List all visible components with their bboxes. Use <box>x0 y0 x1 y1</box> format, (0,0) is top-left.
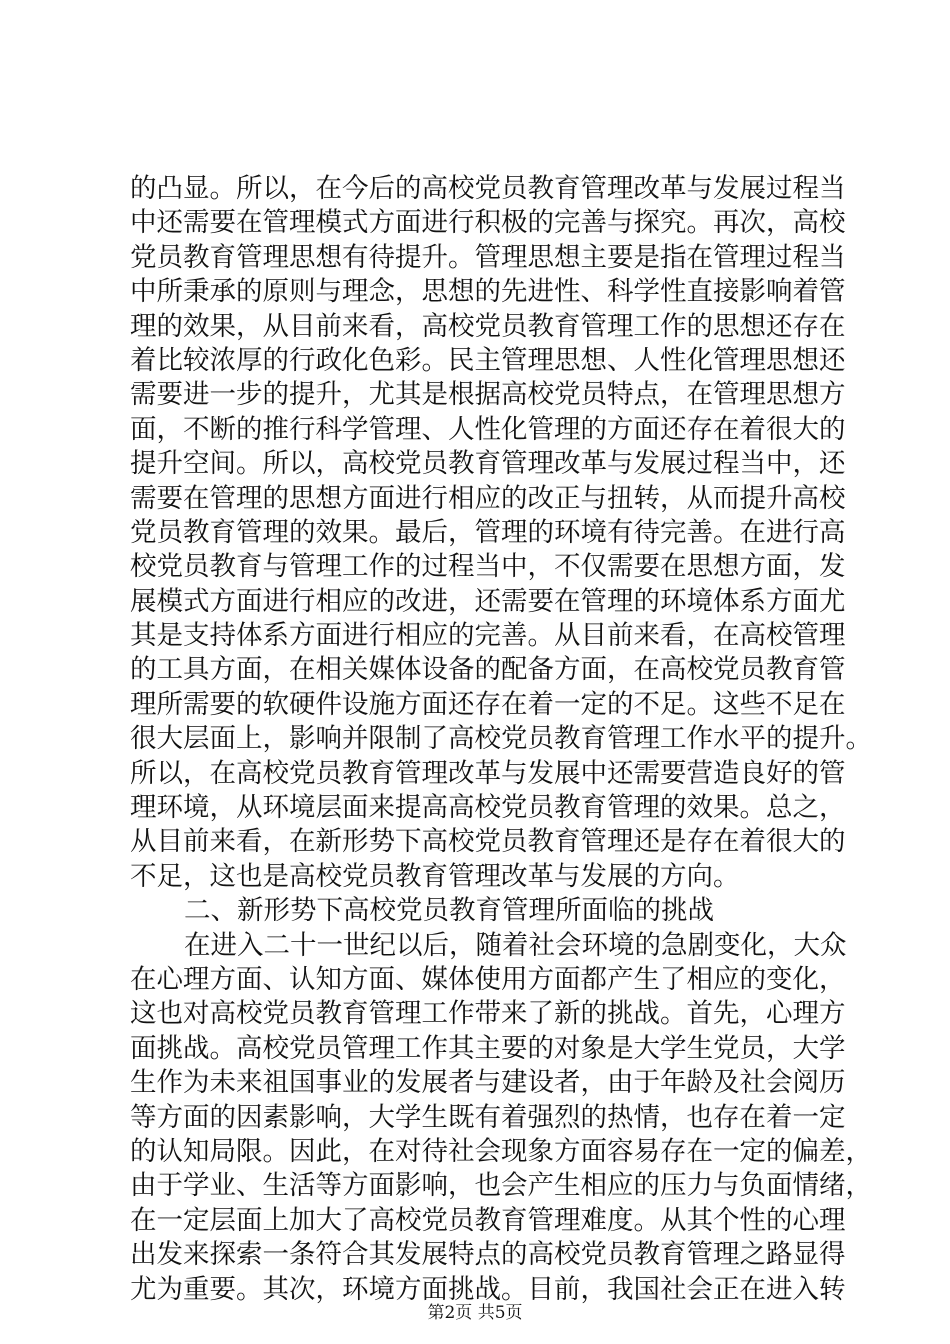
text-line: 在进入二十一世纪以后，随着社会环境的急剧变化，大众 <box>184 929 847 961</box>
text-line: 这也对高校党员教育管理工作带来了新的挑战。首先，心理方 <box>130 998 846 1030</box>
text-line: 党员教育管理的效果。最后，管理的环境有待完善。在进行高 <box>130 516 846 548</box>
text-line: 面挑战。高校党员管理工作其主要的对象是大学生党员，大学 <box>130 1032 846 1064</box>
text-line: 尤为重要。其次，环境方面挑战。目前，我国社会正在进入转 <box>130 1273 846 1305</box>
text-line: 很大层面上，影响并限制了高校党员教育管理工作水平的提升。 <box>130 723 872 755</box>
text-line: 理的效果，从目前来看，高校党员教育管理工作的思想还存在 <box>130 310 846 342</box>
text-line: 所以，在高校党员教育管理改革与发展中还需要营造良好的管 <box>130 757 846 789</box>
document-body <box>130 172 872 1307</box>
text-line: 的凸显。所以，在今后的高校党员教育管理改革与发展过程当 <box>130 173 846 204</box>
text-line: 出发来探索一条符合其发展特点的高校党员教育管理之路显得 <box>130 1239 846 1271</box>
paragraph-challenges <box>130 929 872 1307</box>
text-line: 的工具方面，在相关媒体设备的配备方面，在高校党员教育管 <box>130 654 846 686</box>
text-line: 从目前来看，在新形势下高校党员教育管理还是存在着很大的 <box>130 826 846 858</box>
text-line: 展模式方面进行相应的改进，还需要在管理的环境体系方面尤 <box>130 585 846 617</box>
text-line: 在一定层面上加大了高校党员教育管理难度。从其个性的心理 <box>130 1204 846 1236</box>
text-line: 提升空间。所以，高校党员教育管理改革与发展过程当中，还 <box>130 448 846 480</box>
text-line: 校党员教育与管理工作的过程当中，不仅需要在思想方面，发 <box>130 551 846 583</box>
text-line: 中还需要在管理模式方面进行积极的完善与探究。再次，高校 <box>130 207 846 239</box>
text-line: 党员教育管理思想有待提升。管理思想主要是指在管理过程当 <box>130 241 846 273</box>
text-line: 理所需要的软硬件设施方面还存在着一定的不足。这些不足在 <box>130 688 846 720</box>
text-line: 其是支持体系方面进行相应的完善。从目前来看，在高校管理 <box>130 620 846 652</box>
page-footer <box>0 1302 950 1324</box>
text-line: 的认知局限。因此，在对待社会现象方面容易存在一定的偏差， <box>130 1135 872 1167</box>
section-heading: 二、新形势下高校党员教育管理所面临的挑战 <box>184 895 714 927</box>
text-line: 生作为未来祖国事业的发展者与建设者，由于年龄及社会阅历 <box>130 1067 846 1099</box>
text-line: 中所秉承的原则与理念，思想的先进性、科学性直接影响着管 <box>130 276 846 308</box>
text-line: 等方面的因素影响，大学生既有着强烈的热情，也存在着一定 <box>130 1101 846 1133</box>
text-line: 面，不断的推行科学管理、人性化管理的方面还存在着很大的 <box>130 413 846 445</box>
text-line: 不足，这也是高校党员教育管理改革与发展的方向。 <box>130 860 740 892</box>
text-line: 着比较浓厚的行政化色彩。民主管理思想、人性化管理思想还 <box>130 344 846 376</box>
page-number-label: 第2页 共5页 <box>427 1303 523 1323</box>
text-line: 需要进一步的提升，尤其是根据高校党员特点，在管理思想方 <box>130 379 846 411</box>
text-line: 需要在管理的思想方面进行相应的改正与扭转，从而提升高校 <box>130 482 846 514</box>
paragraph-continuation <box>130 172 872 894</box>
text-line: 在心理方面、认知方面、媒体使用方面都产生了相应的变化， <box>130 963 846 995</box>
text-line: 理环境，从环境层面来提高高校党员教育管理的效果。总之， <box>130 792 846 824</box>
text-line: 由于学业、生活等方面影响，也会产生相应的压力与负面情绪， <box>130 1170 872 1202</box>
